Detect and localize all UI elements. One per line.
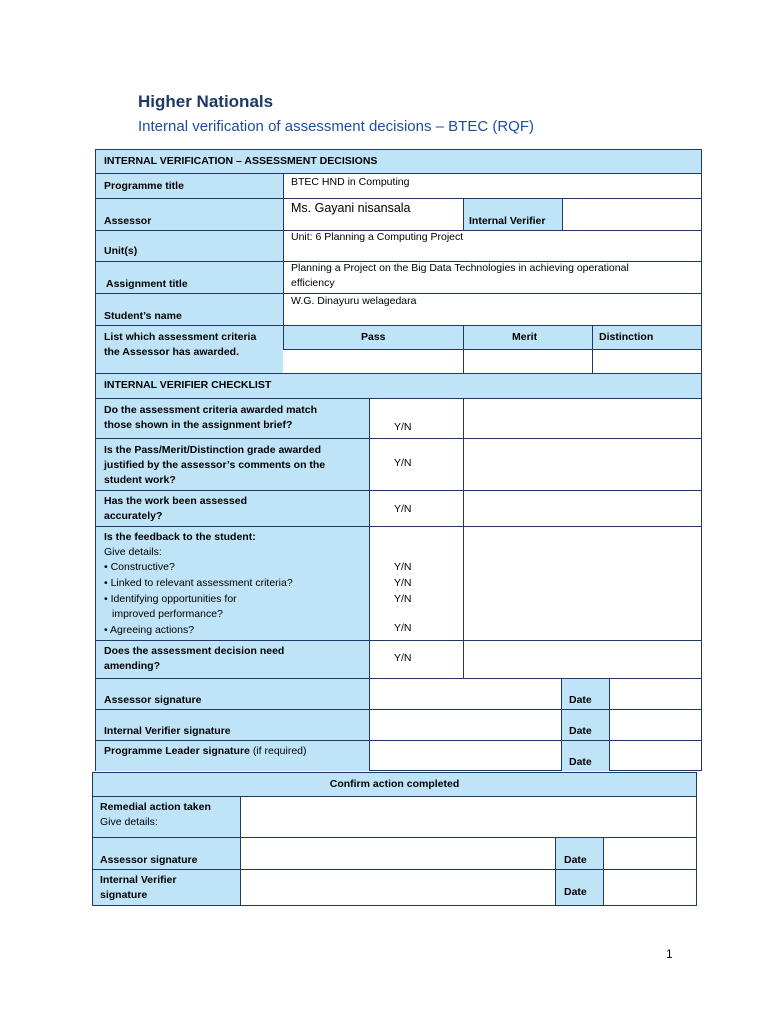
q4-answer-2[interactable]: Y/N [394, 577, 412, 589]
q2-text-1: Is the Pass/Merit/Distinction grade awarded [104, 444, 322, 456]
confirm-action-table [92, 772, 697, 906]
q4-bullet-4: • Agreeing actions? [104, 624, 195, 636]
q5-answer[interactable]: Y/N [394, 652, 412, 664]
units-value[interactable]: Unit: 6 Planning a Computing Project [291, 231, 464, 243]
internal-verifier-label: Internal Verifier [469, 215, 546, 227]
pl-signature-note: (if required) [252, 745, 307, 757]
confirm-heading: Confirm action completed [329, 778, 460, 790]
q1-text-2: those shown in the assignment brief? [104, 419, 293, 431]
criteria-label-1: List which assessment criteria [104, 331, 257, 343]
assignment-title-value-1[interactable]: Planning a Project on the Big Data Technologies in achieving operational [291, 262, 629, 274]
assignment-title-value-2[interactable]: efficiency [291, 277, 335, 289]
q4-answer-4[interactable]: Y/N [394, 622, 412, 634]
pl-signature-label [104, 744, 307, 759]
q4-answer-1[interactable]: Y/N [394, 561, 412, 573]
remedial-give: Give details: [100, 816, 158, 828]
assessor-value[interactable]: Ms. Gayani nisansala [291, 201, 411, 215]
q1-answer[interactable]: Y/N [394, 421, 412, 433]
q3-answer[interactable]: Y/N [394, 503, 412, 515]
distinction-header: Distinction [599, 331, 654, 343]
q2-text-3: student work? [104, 474, 176, 486]
student-name-value[interactable]: W.G. Dinayuru welagedara [291, 295, 417, 307]
page-subtitle: Internal verification of assessment decisions – BTEC (RQF) [138, 118, 534, 135]
student-name-label: Student’s name [104, 310, 182, 322]
confirm-assessor-signature-label: Assessor signature [100, 854, 198, 866]
pl-date-label: Date [569, 756, 592, 768]
confirm-iv-date-label: Date [564, 886, 587, 898]
q5-text-2: amending? [104, 660, 161, 672]
q4-bullet-3a: • Identifying opportunities for [104, 593, 237, 605]
units-label: Unit(s) [104, 245, 138, 257]
q5-text-1: Does the assessment decision need [104, 645, 285, 657]
q4-bullet-3b: improved performance? [112, 608, 223, 620]
q2-text-2: justified by the assessor’s comments on the [104, 459, 326, 471]
page-number: 1 [666, 947, 673, 961]
programme-title-value[interactable]: BTEC HND in Computing [291, 176, 410, 188]
confirm-iv-signature-1: Internal Verifier [100, 874, 177, 886]
checklist-heading: INTERNAL VERIFIER CHECKLIST [104, 379, 272, 391]
iv-date-label: Date [569, 725, 592, 737]
page-title: Higher Nationals [138, 92, 274, 111]
q1-text-1: Do the assessment criteria awarded match [104, 404, 318, 416]
programme-title-label: Programme title [104, 180, 184, 192]
q3-text-1: Has the work been assessed [104, 495, 247, 507]
criteria-label-2: the Assessor has awarded. [104, 346, 240, 358]
merit-header: Merit [512, 331, 538, 343]
q4-title: Is the feedback to the student: [104, 531, 256, 543]
q2-answer[interactable]: Y/N [394, 457, 412, 469]
confirm-assessor-date-label: Date [564, 854, 587, 866]
q4-bullet-2: • Linked to relevant assessment criteria? [104, 577, 293, 589]
q3-text-2: accurately? [104, 510, 163, 522]
pass-header: Pass [361, 331, 386, 343]
assessment-decisions-table [95, 149, 702, 771]
q4-give: Give details: [104, 546, 162, 558]
q4-bullet-1: • Constructive? [104, 561, 175, 573]
pl-signature-text: Programme Leader signature [104, 745, 250, 757]
assessor-signature-label: Assessor signature [104, 694, 202, 706]
table-heading: INTERNAL VERIFICATION – ASSESSMENT DECISIONS [104, 155, 378, 167]
assignment-title-label: Assignment title [106, 278, 188, 290]
confirm-iv-signature-2: signature [100, 889, 148, 901]
assessor-date-label: Date [569, 694, 592, 706]
iv-signature-label: Internal Verifier signature [104, 725, 231, 737]
assessor-label: Assessor [104, 215, 152, 227]
remedial-label: Remedial action taken [100, 801, 211, 813]
q4-answer-3[interactable]: Y/N [394, 593, 412, 605]
